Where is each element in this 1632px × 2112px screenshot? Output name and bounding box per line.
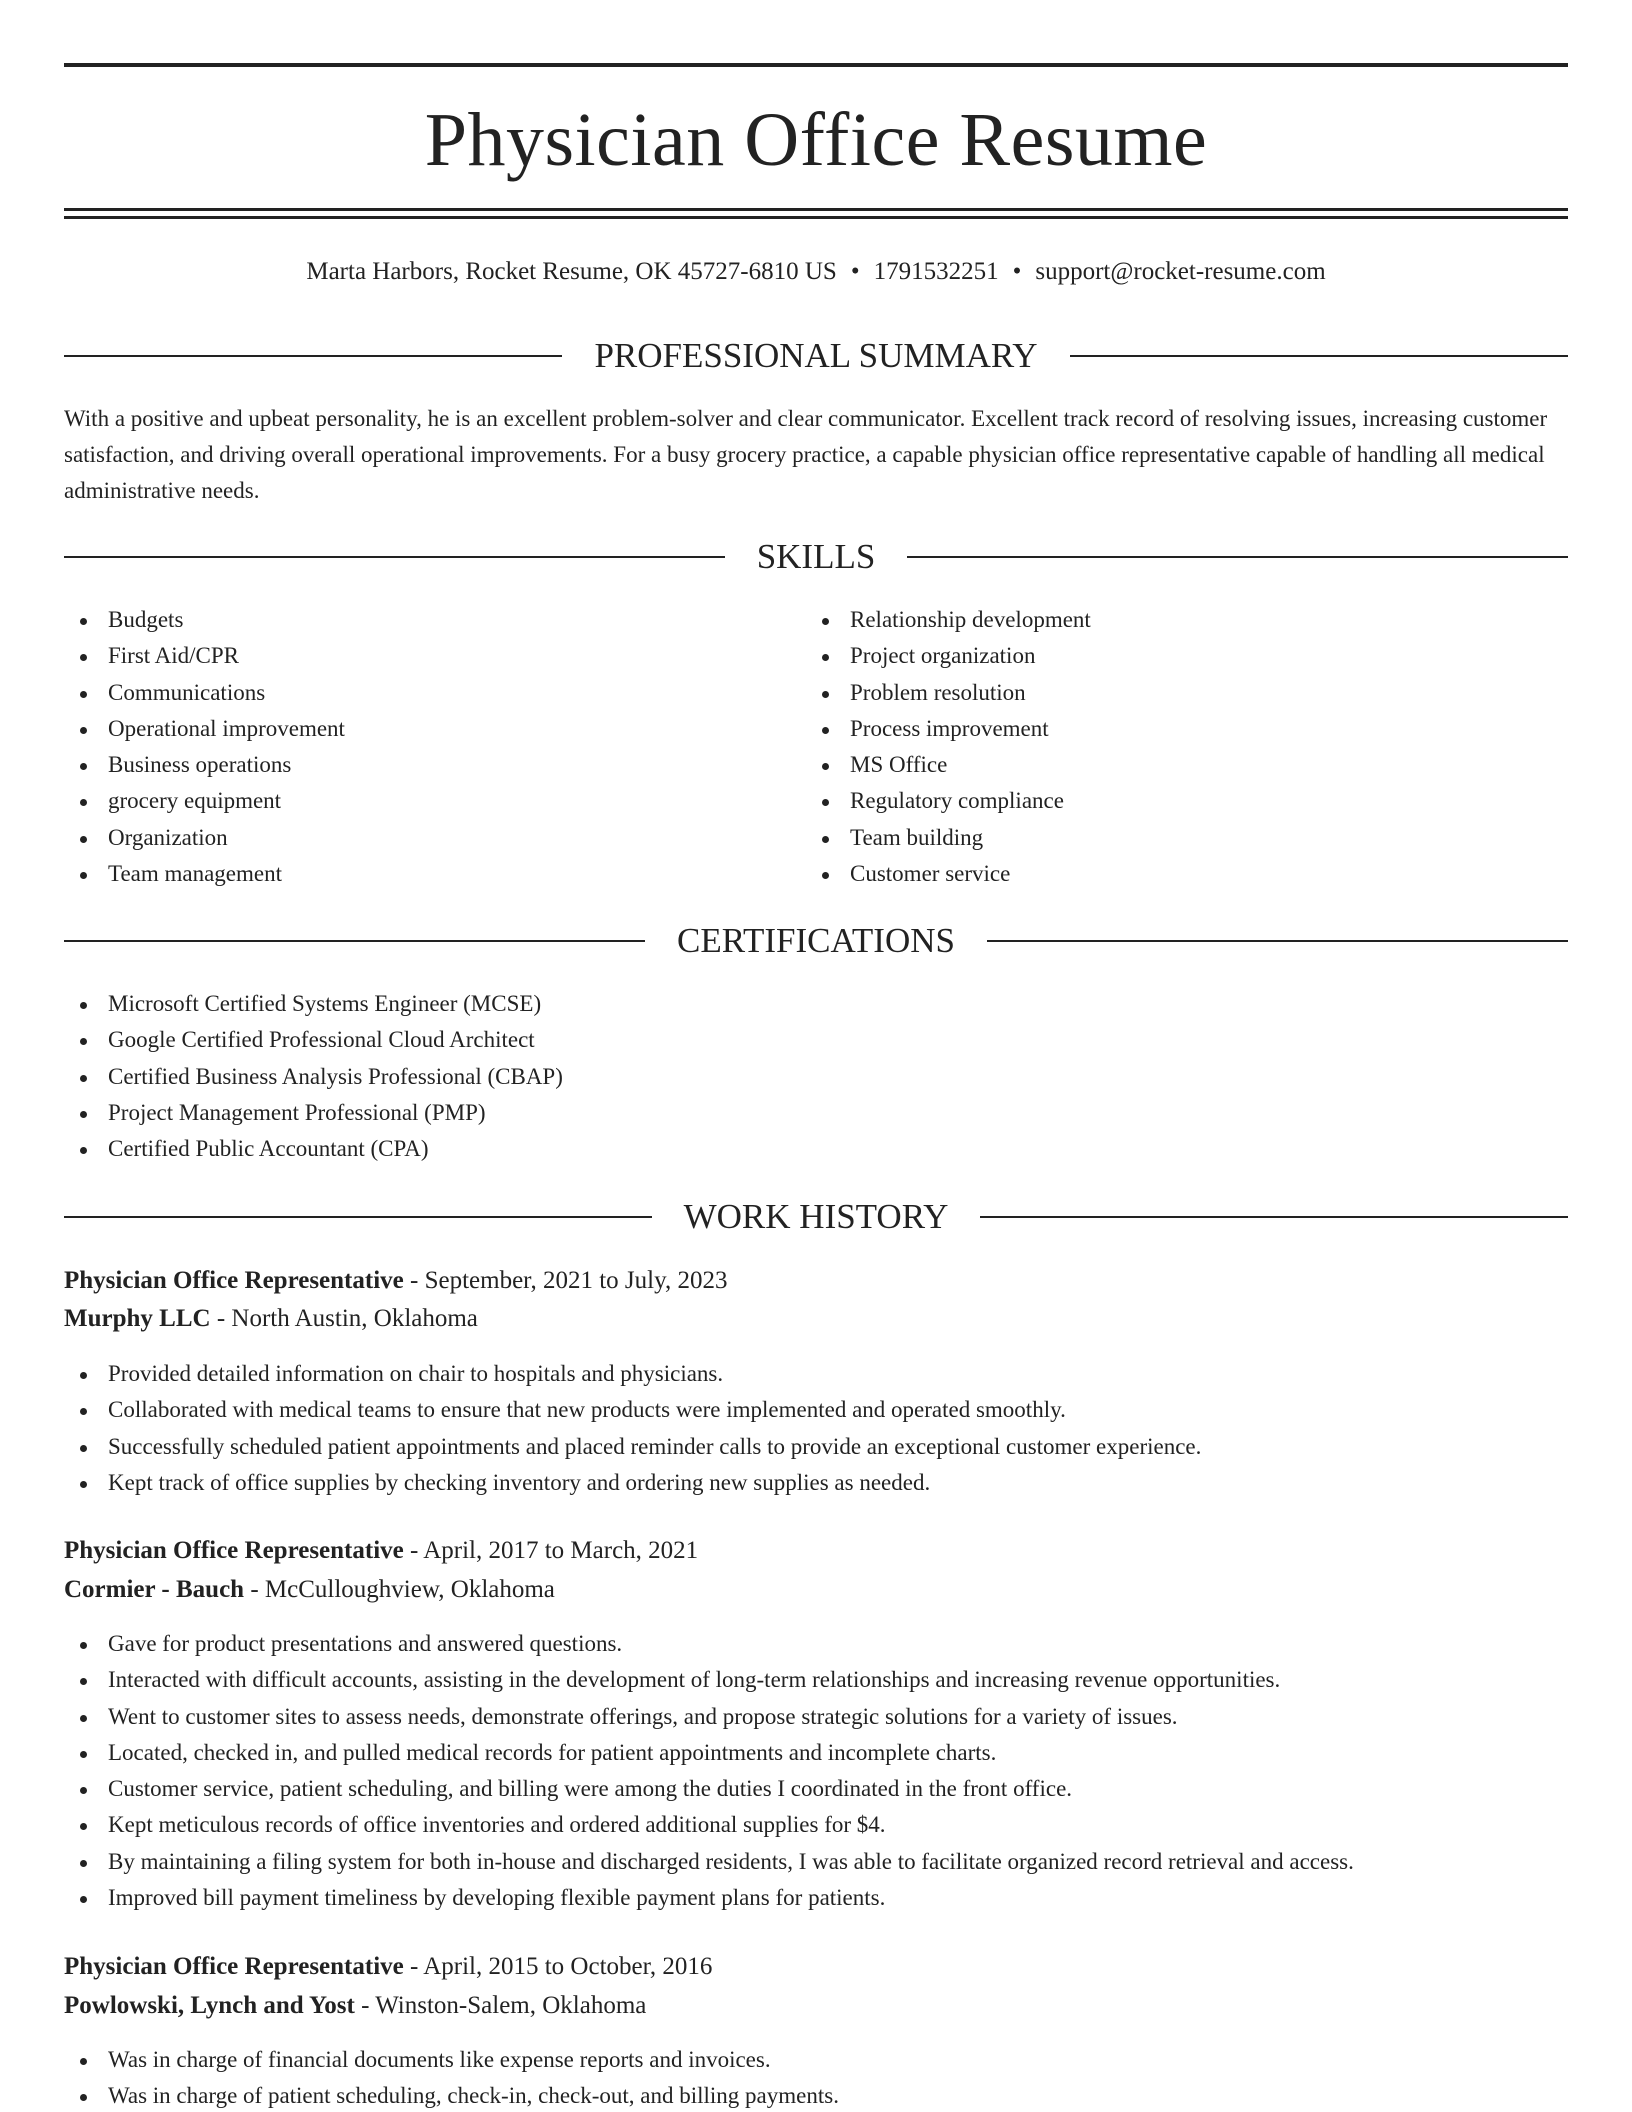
contact-line: [64, 256, 1568, 288]
work-history-heading-label: WORK HISTORY: [683, 1197, 949, 1236]
skill-item: Relationship development: [806, 602, 1506, 638]
skill-item: Regulatory compliance: [806, 783, 1506, 819]
skill-item: MS Office: [806, 747, 1506, 783]
job-bullets: [64, 1356, 1568, 1501]
job-bullet: Kept meticulous records of office inventories and ordered additional supplies for $4.: [64, 1807, 1568, 1843]
skills-heading-label: SKILLS: [756, 537, 876, 576]
certification-item: Certified Public Accountant (CPA): [64, 1131, 1064, 1167]
heading-rule-left: [64, 940, 645, 942]
skill-item: First Aid/CPR: [64, 638, 764, 674]
skill-item: Problem resolution: [806, 675, 1506, 711]
job-bullet: Went to customer sites to assess needs, demonstrate offerings, and propose strategic solutions for a variety of issues.: [64, 1699, 1568, 1735]
title-bottom-rule-1: [64, 208, 1568, 211]
job-bullet: Successfully scheduled patient appointments and placed reminder calls to provide an exceptional customer experience.: [64, 1429, 1568, 1465]
heading-rule-right: [907, 556, 1568, 558]
skill-item: Budgets: [64, 602, 764, 638]
job-bullet: Interacted with difficult accounts, assisting in the development of long-term relationships and increasing revenue opportunities.: [64, 1662, 1568, 1698]
title-top-rule: [64, 63, 1568, 67]
skill-item: Communications: [64, 675, 764, 711]
job-location: - Winston-Salem, Oklahoma: [354, 1992, 647, 2019]
job-title: Physician Office Representative: [64, 1267, 404, 1294]
job-company-line: [64, 1573, 1568, 1607]
job-title: Physician Office Representative: [64, 1537, 404, 1564]
certifications-list: [64, 986, 1064, 1167]
job-company-line: [64, 1989, 1568, 2023]
job-dates: - April, 2017 to March, 2021: [403, 1537, 699, 1564]
skill-item: Project organization: [806, 638, 1506, 674]
skill-item: Process improvement: [806, 711, 1506, 747]
job-company: Murphy LLC: [64, 1305, 211, 1332]
skill-item: Team building: [806, 820, 1506, 856]
page-title: Physician Office Resume: [424, 98, 1208, 182]
skill-item: Business operations: [64, 747, 764, 783]
certifications-heading: [64, 921, 1568, 961]
contact-phone: 1791532251: [873, 258, 999, 285]
job-bullet: Was in charge of financial documents like expense reports and invoices.: [64, 2042, 1568, 2078]
job-bullet: Located, checked in, and pulled medical records for patient appointments and incomplete charts.: [64, 1735, 1568, 1771]
job-bullet: Improved bill payment timeliness by developing flexible payment plans for patients.: [64, 1880, 1568, 1916]
job-title: Physician Office Representative: [64, 1953, 404, 1980]
job-company: Powlowski, Lynch and Yost: [64, 1992, 355, 2019]
skills-list-right: [806, 602, 1506, 892]
skill-item: Customer service: [806, 856, 1506, 892]
skill-item: Team management: [64, 856, 764, 892]
skill-item: Organization: [64, 820, 764, 856]
job-title-line: [64, 1950, 1568, 1984]
job-dates: - September, 2021 to July, 2023: [403, 1267, 728, 1294]
certification-item: Certified Business Analysis Professional (CBAP): [64, 1059, 1064, 1095]
job-dates: - April, 2015 to October, 2016: [403, 1953, 713, 1980]
skills-list-left: [64, 602, 764, 892]
summary-heading: [64, 336, 1568, 376]
certification-item: Microsoft Certified Systems Engineer (MCSE): [64, 986, 1064, 1022]
job-bullet: Customer service, patient scheduling, and billing were among the duties I coordinated in the front office.: [64, 1771, 1568, 1807]
job-bullet: Collaborated with medical teams to ensure that new products were implemented and operated smoothly.: [64, 1392, 1568, 1428]
title-bottom-rule-2: [64, 216, 1568, 219]
job-bullet: Was in charge of patient scheduling, check-in, check-out, and billing payments.: [64, 2078, 1568, 2112]
skills-heading: [64, 537, 1568, 577]
skill-item: grocery equipment: [64, 783, 764, 819]
certification-item: Google Certified Professional Cloud Architect: [64, 1022, 1064, 1058]
certification-item: Project Management Professional (PMP): [64, 1095, 1064, 1131]
heading-rule-right: [987, 940, 1568, 942]
job-bullets: [64, 2042, 1568, 2112]
contact-address: Marta Harbors, Rocket Resume, OK 45727-6810 US: [306, 258, 837, 285]
heading-rule-right: [1070, 355, 1568, 357]
contact-separator: •: [850, 258, 860, 285]
skill-item: Operational improvement: [64, 711, 764, 747]
job-bullet: Kept track of office supplies by checking inventory and ordering new supplies as needed.: [64, 1465, 1568, 1501]
job-location: - McCulloughview, Oklahoma: [244, 1576, 555, 1603]
heading-rule-left: [64, 556, 725, 558]
work-history-heading: [64, 1197, 1568, 1237]
job-bullet: By maintaining a filing system for both in-house and discharged residents, I was able to facilitate organized record retrieval and access.: [64, 1844, 1568, 1880]
job-location: - North Austin, Oklahoma: [210, 1305, 478, 1332]
job-bullet: Provided detailed information on chair to hospitals and physicians.: [64, 1356, 1568, 1392]
contact-email: support@rocket-resume.com: [1035, 258, 1326, 285]
job-title-line: [64, 1264, 1568, 1298]
job-bullets: [64, 1626, 1568, 1916]
heading-rule-right: [980, 1216, 1568, 1218]
job-bullet: Gave for product presentations and answered questions.: [64, 1626, 1568, 1662]
job-company-line: [64, 1302, 1568, 1336]
summary-heading-label: PROFESSIONAL SUMMARY: [594, 336, 1038, 375]
summary-text: With a positive and upbeat personality, he is an excellent problem-solver and clear communicator. Excellent track record of resolving issues, increasing customer satisfaction, and driving overall operational improvements. For a busy grocery practice, a capable physician office representative capable of handling all medical administrative needs.: [64, 406, 1548, 503]
job-title-line: [64, 1534, 1568, 1568]
heading-rule-left: [64, 355, 562, 357]
certifications-heading-label: CERTIFICATIONS: [677, 921, 955, 960]
heading-rule-left: [64, 1216, 652, 1218]
contact-separator: •: [1012, 258, 1022, 285]
job-company: Cormier - Bauch: [64, 1576, 245, 1603]
